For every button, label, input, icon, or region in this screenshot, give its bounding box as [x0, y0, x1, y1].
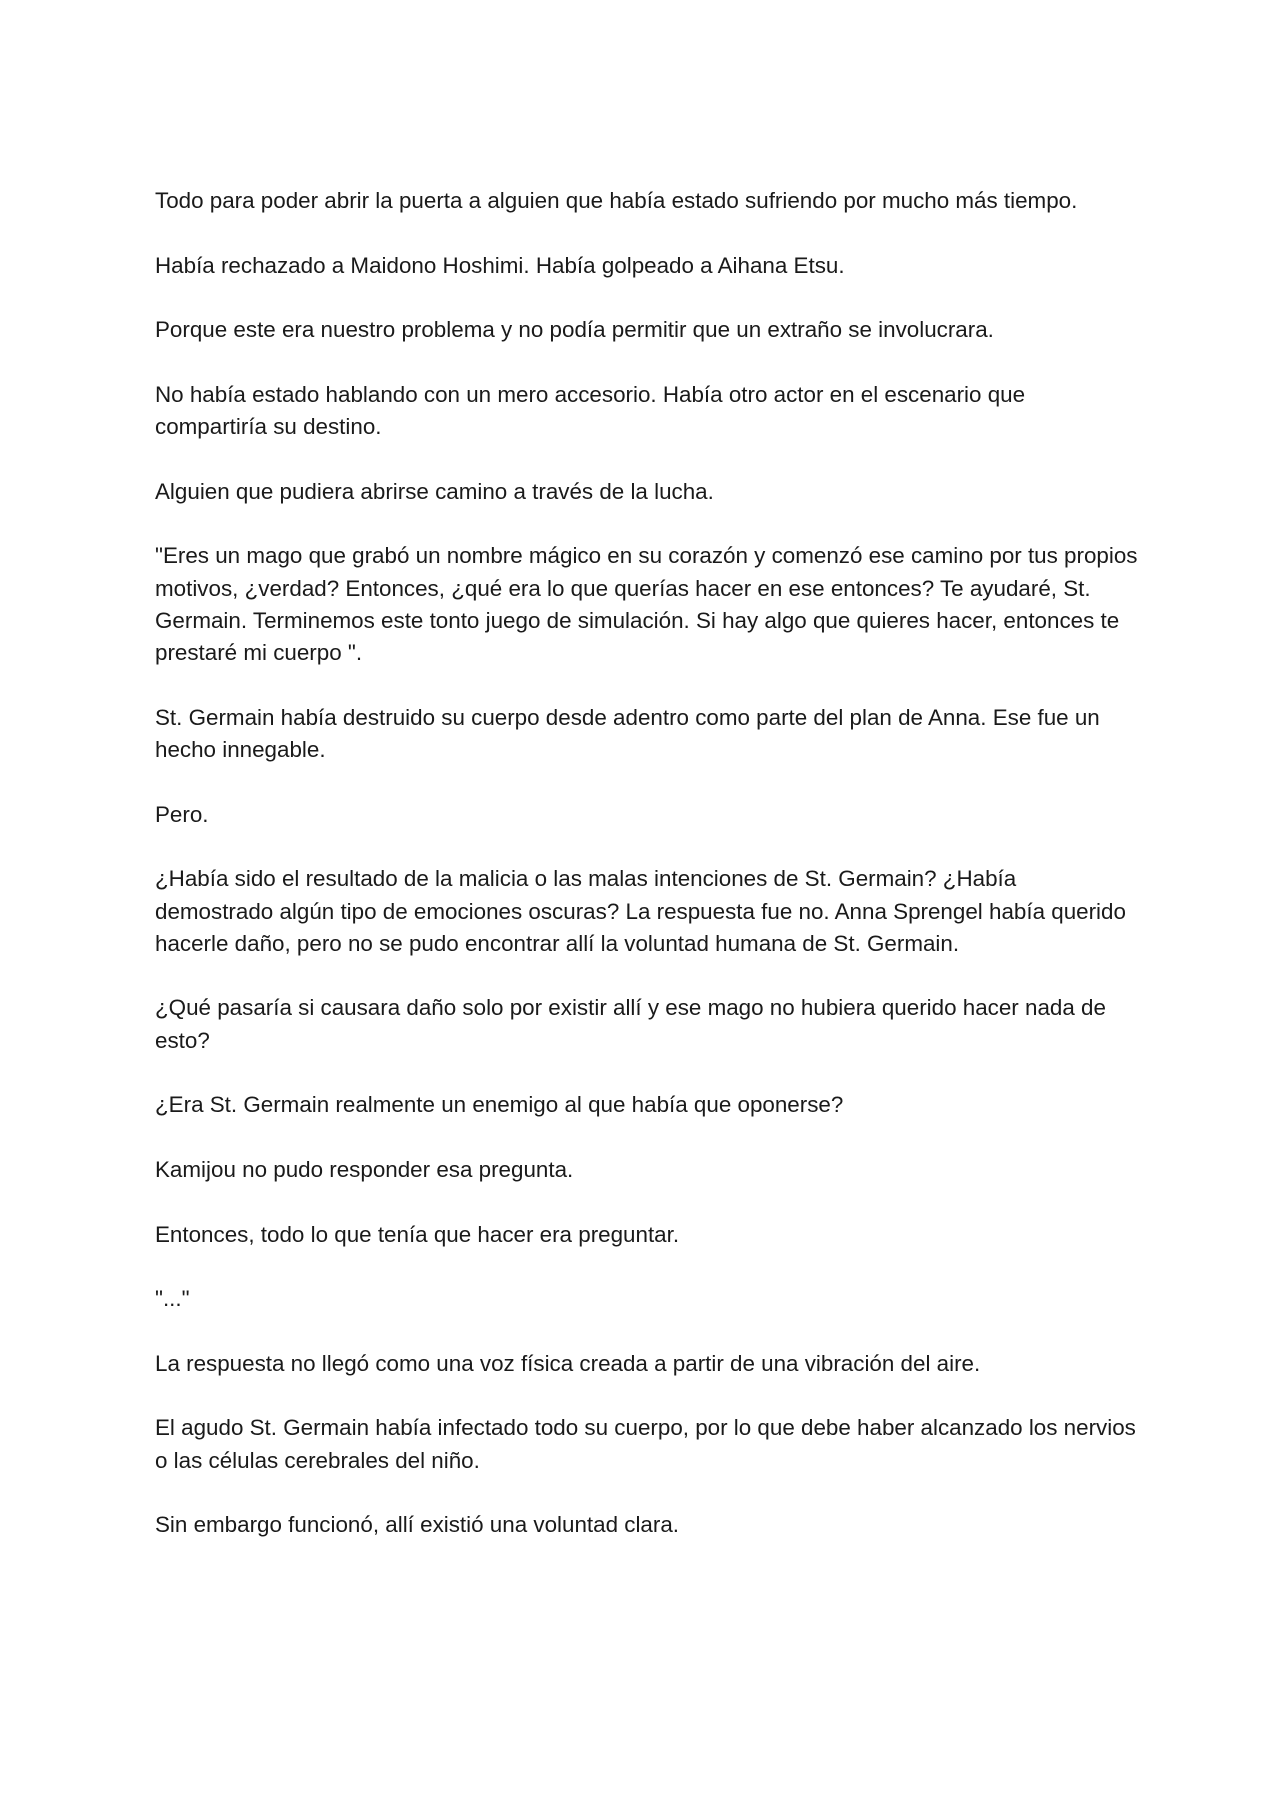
paragraph: ¿Qué pasaría si causara daño solo por existir allí y ese mago no hubiera querido hacer nada de esto?: [155, 995, 1106, 1053]
paragraph: Alguien que pudiera abrirse camino a través de la lucha.: [155, 478, 714, 504]
paragraph: "Eres un mago que grabó un nombre mágico en su corazón y comenzó ese camino por tus propios motivos, ¿verdad? Entonces, ¿qué era lo que querías hacer en ese entonces? Te ayudaré, St. Germain. Terminemos este tonto juego de simulación. Si hay algo que quieres hacer, entonces te prestaré mi cuerpo ".: [155, 543, 1138, 666]
paragraph: Porque este era nuestro problema y no podía permitir que un extraño se involucrara.: [155, 317, 994, 343]
paragraph: Todo para poder abrir la puerta a alguien que había estado sufriendo por mucho más tiempo.: [155, 188, 1078, 213]
paragraph: St. Germain había destruido su cuerpo desde adentro como parte del plan de Anna. Ese fue un hecho innegable.: [155, 704, 1100, 763]
paragraph: ¿Había sido el resultado de la malicia o las malas intenciones de St. Germain? ¿Había demostrado algún tipo de emociones oscuras? La respuesta fue no. Anna Sprengel había querido hacerle daño, pero no se pudo encontrar allí la voluntad humana de St. Germain.: [155, 866, 1126, 956]
paragraph: "...": [155, 1286, 190, 1312]
document-body: [155, 185, 1140, 1574]
paragraph: Sin embargo funcionó, allí existió una voluntad clara.: [155, 1512, 680, 1538]
paragraph: El agudo St. Germain había infectado todo su cuerpo, por lo que debe haber alcanzado los nervios o las células cerebrales del niño.: [155, 1415, 1136, 1473]
paragraph: ¿Era St. Germain realmente un enemigo al que había que oponerse?: [155, 1092, 844, 1118]
paragraph: No había estado hablando con un mero accesorio. Había otro actor en el escenario que compartiría su destino.: [155, 381, 1026, 440]
paragraph: Entonces, todo lo que tenía que hacer era preguntar.: [155, 1221, 680, 1247]
paragraph: Había rechazado a Maidono Hoshimi. Había golpeado a Aihana Etsu.: [155, 252, 845, 278]
paragraph: Pero.: [155, 801, 209, 827]
paragraph: La respuesta no llegó como una voz física creada a partir de una vibración del aire.: [155, 1350, 981, 1376]
paragraph: Kamijou no pudo responder esa pregunta.: [155, 1156, 574, 1182]
